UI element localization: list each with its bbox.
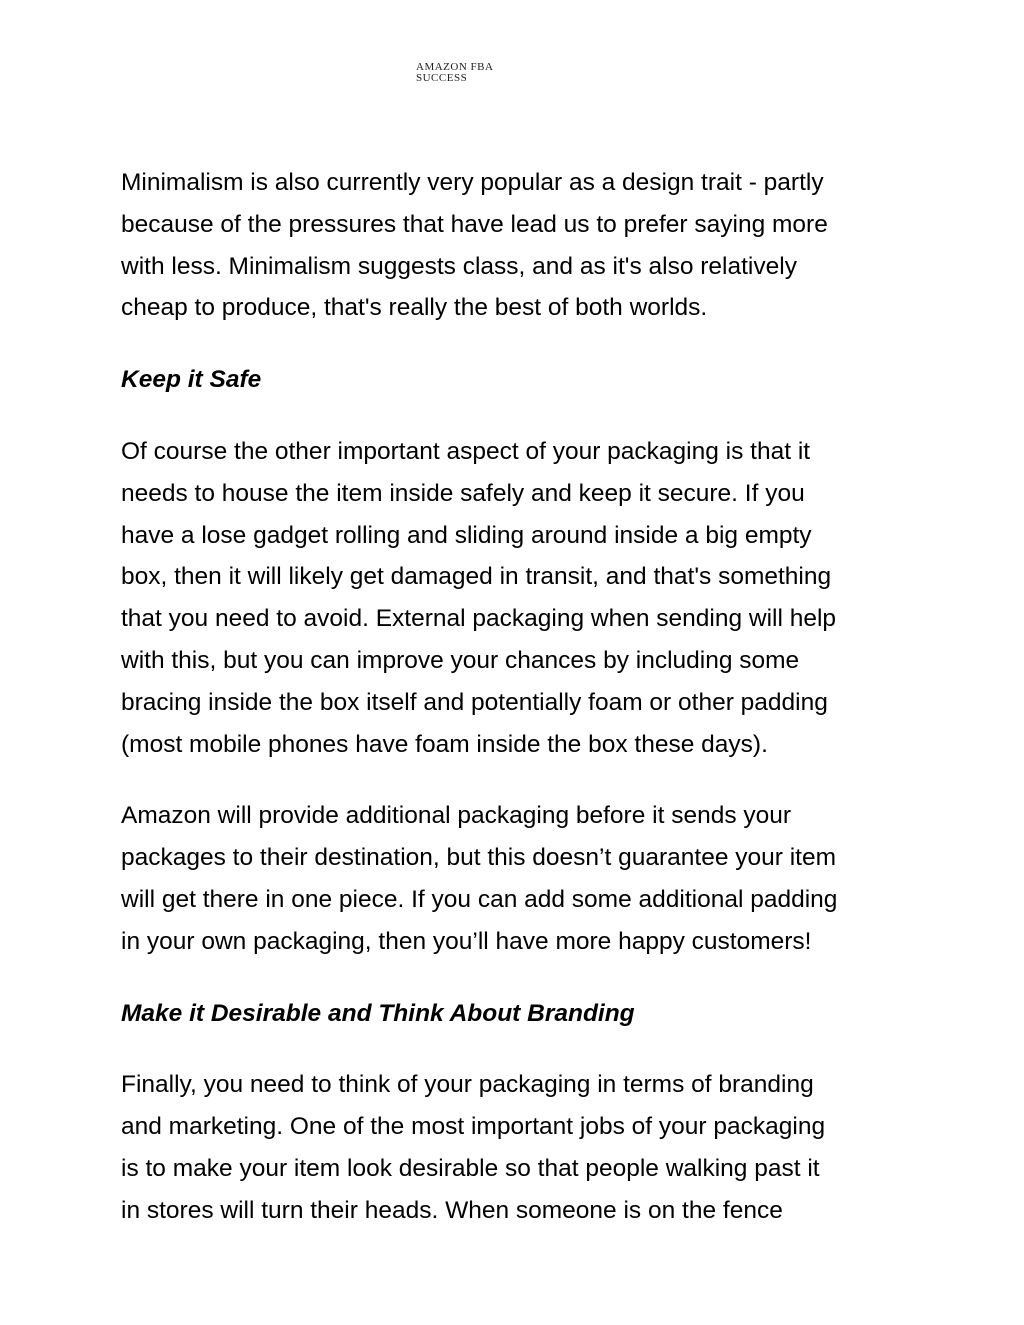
text-line: bracing inside the box itself and potentially foam or other padding	[121, 688, 828, 716]
text-line: and marketing. One of the most important jobs of your packaging	[121, 1113, 826, 1141]
text-line: Finally, you need to think of your packaging in terms of branding	[121, 1071, 814, 1099]
paragraph-minimalism	[121, 162, 921, 329]
text-line: (most mobile phones have foam inside the box these days).	[121, 730, 768, 758]
text-line: in your own packaging, then you’ll have more happy customers!	[121, 927, 812, 955]
text-line: will get there in one piece. If you can add some additional padding	[121, 885, 838, 913]
paragraph-branding	[121, 1064, 921, 1231]
text-line: have a lose gadget rolling and sliding around inside a big empty	[121, 521, 812, 549]
text-line: box, then it will likely get damaged in transit, and that's something	[121, 563, 832, 591]
text-line: in stores will turn their heads. When someone is on the fence	[121, 1196, 783, 1224]
section-heading-keep-it-safe: Keep it Safe	[121, 366, 262, 394]
text-line: Minimalism is also currently very popular as a design trait - partly	[121, 169, 824, 196]
text-line: that you need to avoid. External packaging when sending will help	[121, 605, 837, 633]
text-line: Amazon will provide additional packaging before it sends your	[121, 802, 792, 830]
body-text	[121, 162, 921, 1262]
running-header-line-2: SUCCESS	[416, 72, 468, 84]
text-line: Of course the other important aspect of your packaging is that it	[121, 437, 811, 465]
running-header	[416, 62, 493, 84]
text-line: because of the pressures that have lead us to prefer saying more	[121, 210, 828, 238]
paragraph-amazon-packaging	[121, 795, 921, 962]
text-line: packages to their destination, but this doesn’t guarantee your item	[121, 844, 837, 872]
paragraph-keep-safe	[121, 431, 921, 765]
text-line: cheap to produce, that's really the best of both worlds.	[121, 294, 708, 322]
running-header-line-1: AMAZON FBA	[416, 61, 494, 73]
text-line: with this, but you can improve your chances by including some	[121, 646, 800, 674]
text-line: with less. Minimalism suggests class, and as it's also relatively	[121, 252, 797, 280]
section-heading-branding: Make it Desirable and Think About Branding	[121, 999, 635, 1027]
text-line: needs to house the item inside safely and keep it secure. If you	[121, 479, 805, 507]
text-line: is to make your item look desirable so that people walking past it	[121, 1154, 820, 1182]
